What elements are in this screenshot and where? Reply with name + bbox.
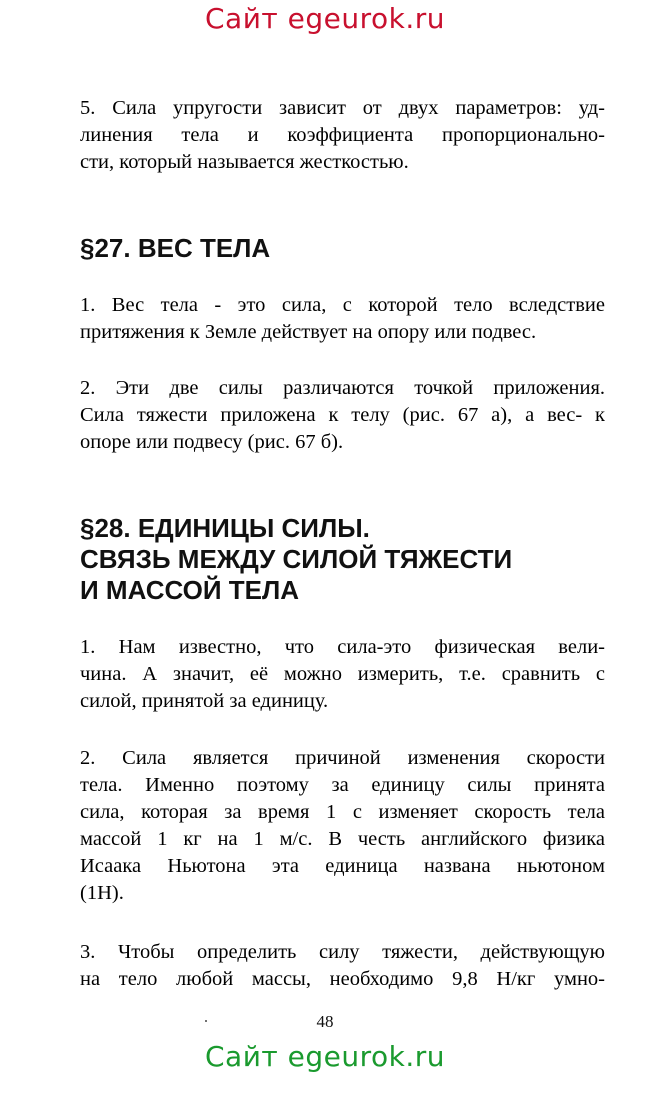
paragraph-elastic-force <box>80 95 605 176</box>
paragraph-27-2 <box>80 375 605 456</box>
paragraph-28-1 <box>80 634 605 715</box>
page-number: 48 <box>316 1012 334 1031</box>
text-line: массой 1 кг на 1 м/с. В честь английского физика <box>80 828 605 850</box>
text-line: 5. Сила упругости зависит от двух параметров: уд- <box>80 97 605 119</box>
text-line: 1. Нам известно, что сила-это физическая вели- <box>80 636 605 658</box>
text-line: 2. Сила является причиной изменения скорости <box>80 747 605 769</box>
paragraph-28-3 <box>80 939 605 993</box>
section-heading-27 <box>80 233 605 264</box>
watermark-bottom: Сайт egeurok.ru <box>205 1040 445 1073</box>
section-heading-28 <box>80 513 605 606</box>
text-line: Сила тяжести приложена к телу (рис. 67 а), а вес- к <box>80 404 605 426</box>
text-line: сила, которая за время 1 с изменяет скорость тела <box>80 801 605 823</box>
heading-line: СВЯЗЬ МЕЖДУ СИЛОЙ ТЯЖЕСТИ <box>80 544 513 574</box>
text-line: притяжения к Земле действует на опору или подвес. <box>80 321 537 343</box>
text-line: 1. Вес тела - это сила, с которой тело вследствие <box>80 294 605 316</box>
text-line: на тело любой массы, необходимо 9,8 Н/кг умно- <box>80 968 605 990</box>
text-line: чина. А значит, её можно измерить, т.е. сравнить с <box>80 663 605 685</box>
text-line: тела. Именно поэтому за единицу силы принята <box>80 774 605 796</box>
text-line: сти, который называется жесткостью. <box>80 151 409 173</box>
watermark-top: Сайт egeurok.ru <box>205 2 445 35</box>
text-line: опоре или подвесу (рис. 67 б). <box>80 431 344 453</box>
paragraph-28-2 <box>80 745 605 907</box>
text-line: 2. Эти две силы различаются точкой приложения. <box>80 377 605 399</box>
heading-line: И МАССОЙ ТЕЛА <box>80 575 299 605</box>
text-line: линения тела и коэффициента пропорциональнo- <box>80 124 605 146</box>
heading-line: §27. ВЕС ТЕЛА <box>80 233 271 263</box>
text-line: Исаака Ньютона эта единица названа ньютоном <box>80 855 605 877</box>
text-line: силой, принятой за единицу. <box>80 690 329 712</box>
text-line: (1Н). <box>80 882 124 904</box>
paragraph-27-1 <box>80 292 605 346</box>
text-line: 3. Чтобы определить силу тяжести, действующую <box>80 941 605 963</box>
heading-line: §28. ЕДИНИЦЫ СИЛЫ. <box>80 513 370 543</box>
